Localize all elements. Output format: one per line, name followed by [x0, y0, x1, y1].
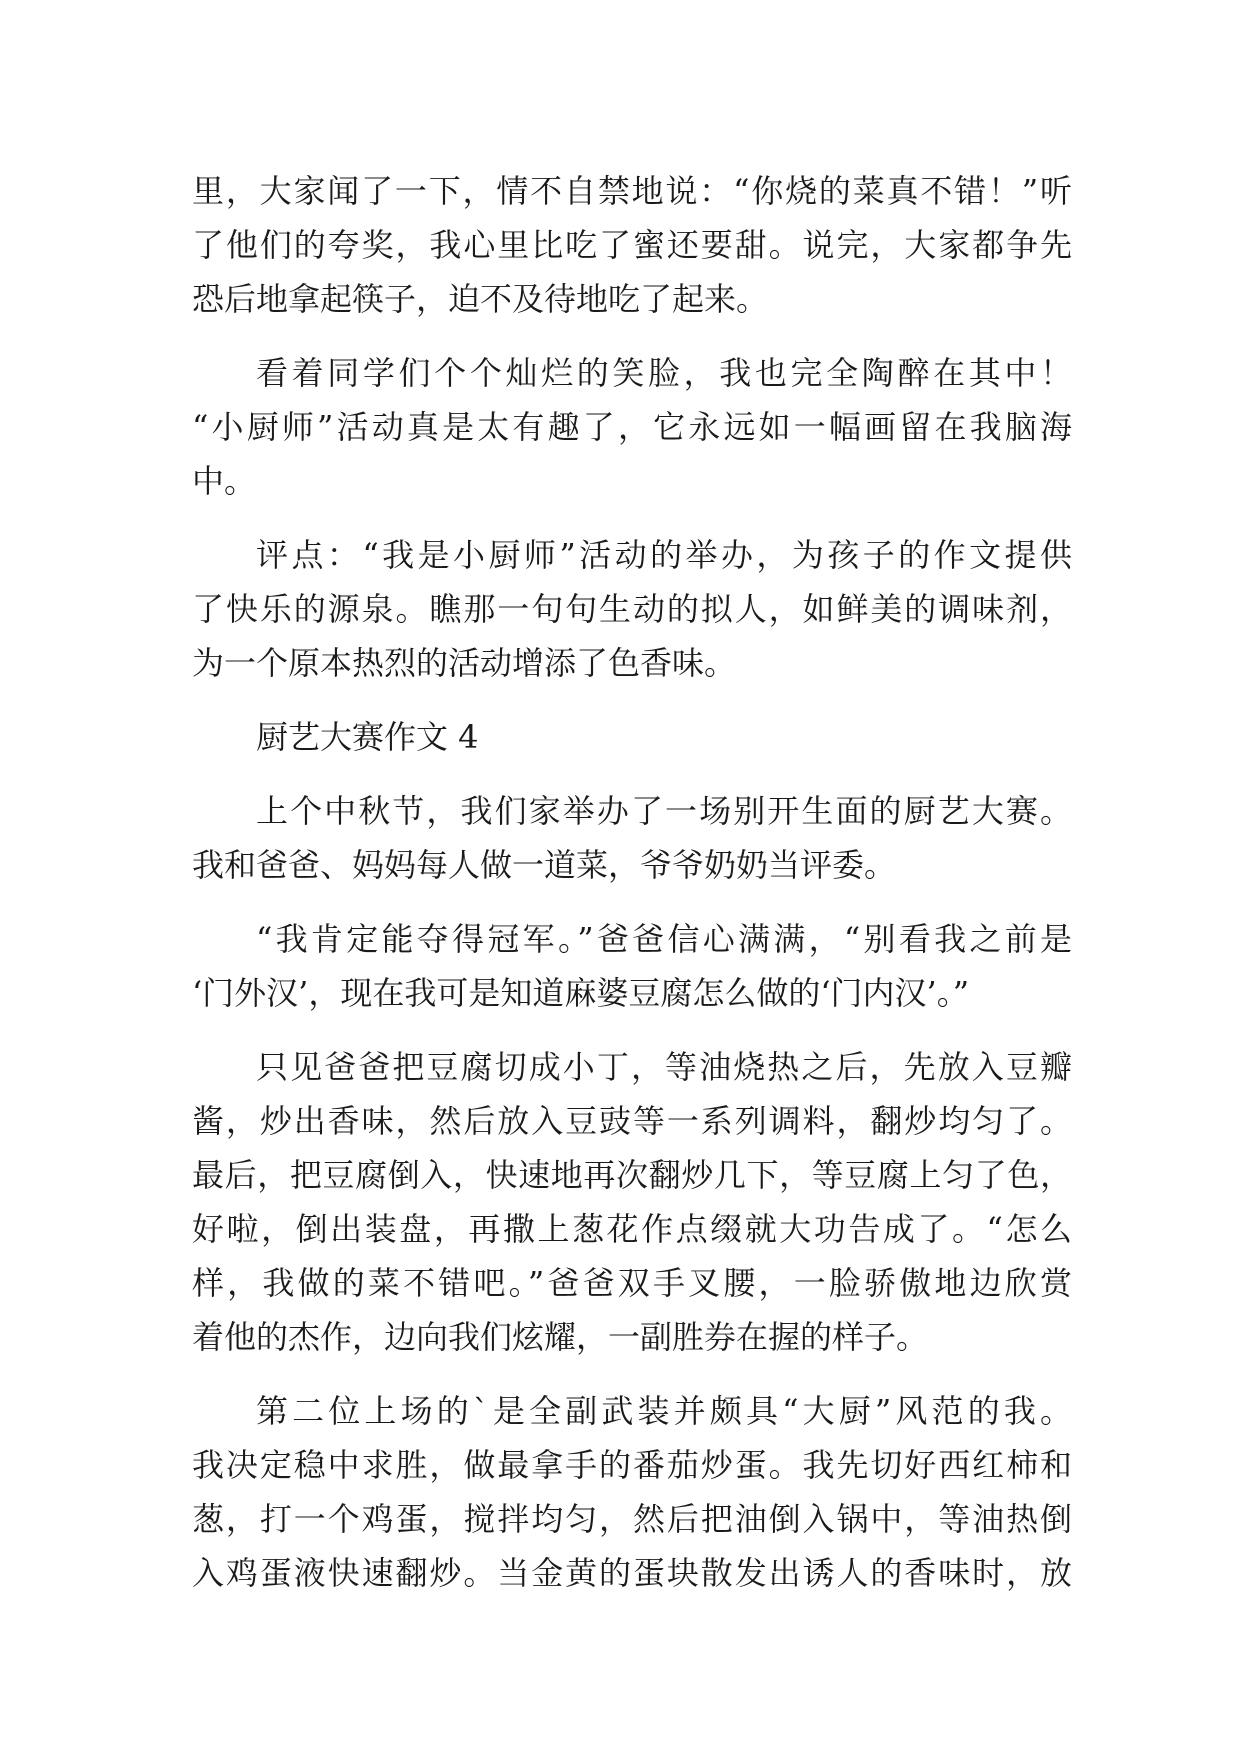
paragraph	[192, 528, 1072, 690]
text-line: 恐后地拿起筷子，迫不及待地吃了起来。	[192, 280, 769, 318]
text-line: 样，我做的菜不错吧。”爸爸双手叉腰，一脸骄傲地边欣赏	[192, 1264, 1072, 1302]
text-line: 了他们的夸奖，我心里比吃了蜜还要甜。说完，大家都争先	[192, 226, 1072, 264]
text-line: 我和爸爸、妈妈每人做一道菜，爷爷奶奶当评委。	[192, 846, 897, 884]
text-line: 第二位上场的`是全副武装并颇具“大厨”风范的我。	[256, 1392, 1072, 1430]
text-line: 酱，炒出香味，然后放入豆豉等一系列调料，翻炒均匀了。	[192, 1102, 1072, 1140]
heading-text: 厨艺大赛作文 4	[256, 718, 479, 756]
paragraph	[192, 784, 1072, 892]
paragraph	[192, 912, 1072, 1020]
text-line: 了快乐的源泉。瞧那一句句生动的拟人，如鲜美的调味剂，	[192, 590, 1072, 628]
text-line: ‘门外汉’，现在我可是知道麻婆豆腐怎么做的‘门内汉’。”	[192, 974, 970, 1012]
text-line: 里，大家闻了一下，情不自禁地说：“你烧的菜真不错！”听	[192, 172, 1072, 210]
text-line: 为一个原本热烈的活动增添了色香味。	[192, 644, 737, 682]
paragraph	[192, 346, 1072, 508]
text-line: “小厨师”活动真是太有趣了，它永远如一幅画留在我脑海	[192, 408, 1072, 446]
section-heading	[192, 710, 1072, 764]
text-line: 评点：“我是小厨师”活动的举办，为孩子的作文提供	[256, 536, 1072, 574]
text-line: 上个中秋节，我们家举办了一场别开生面的厨艺大赛。	[256, 792, 1072, 830]
text-line: 入鸡蛋液快速翻炒。当金黄的蛋块散发出诱人的香味时，放	[192, 1554, 1072, 1592]
text-line: 好啦，倒出装盘，再撒上葱花作点缀就大功告成了。“怎么	[192, 1210, 1072, 1248]
paragraph	[192, 164, 1072, 326]
paragraph	[192, 1384, 1072, 1600]
text-line: 着他的杰作，边向我们炫耀，一副胜券在握的样子。	[192, 1318, 929, 1356]
paragraph	[192, 1040, 1072, 1364]
text-line: “我肯定能夺得冠军。”爸爸信心满满，“别看我之前是	[256, 920, 1072, 958]
text-line: 只见爸爸把豆腐切成小丁，等油烧热之后，先放入豆瓣	[256, 1048, 1072, 1086]
text-line: 中。	[192, 462, 257, 500]
text-line: 葱，打一个鸡蛋，搅拌均匀，然后把油倒入锅中，等油热倒	[192, 1500, 1072, 1538]
document-body	[192, 164, 1072, 1600]
text-line: 看着同学们个个灿烂的笑脸，我也完全陶醉在其中！	[256, 354, 1072, 392]
text-line: 我决定稳中求胜，做最拿手的番茄炒蛋。我先切好西红柿和	[192, 1446, 1072, 1484]
text-line: 最后，把豆腐倒入，快速地再次翻炒几下，等豆腐上匀了色，	[192, 1156, 1072, 1194]
